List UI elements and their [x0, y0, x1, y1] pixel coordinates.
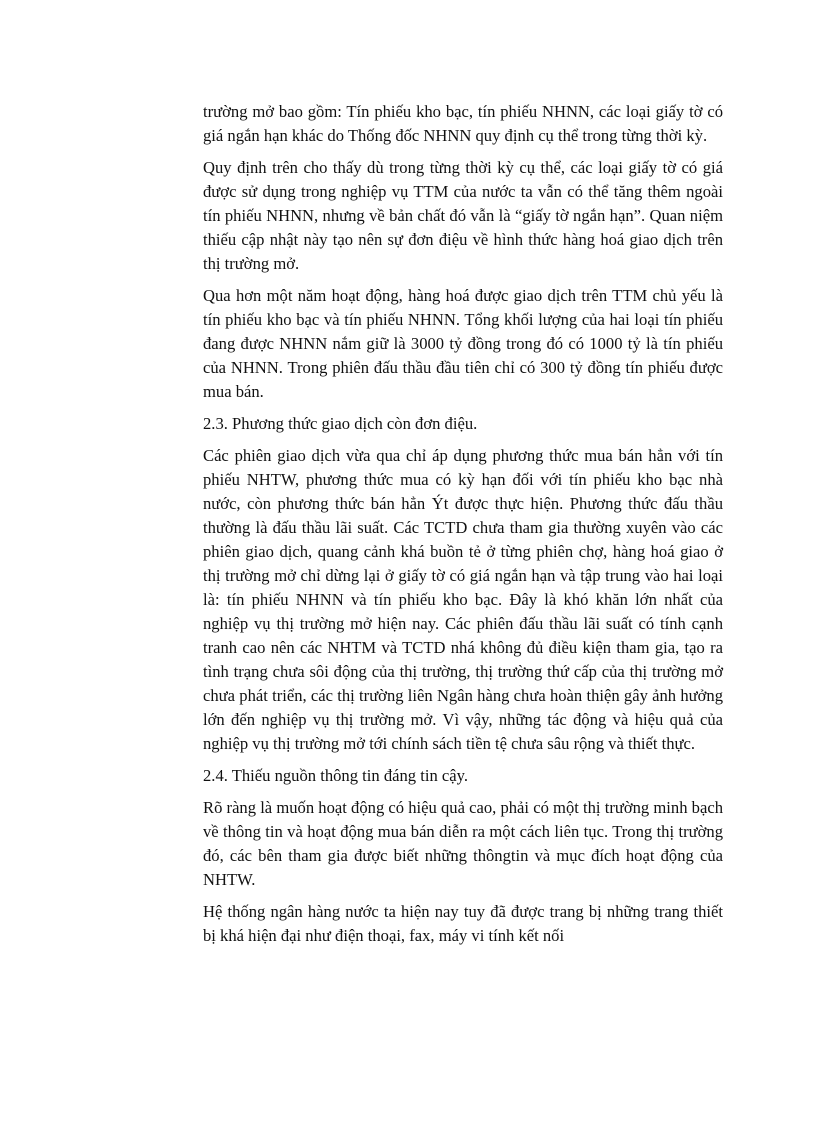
paragraph-open-market-instruments: trường mở bao gồm: Tín phiếu kho bạc, tín phiếu NHNN, các loại giấy tờ có giá ngắn hạn khác do Thống đốc NHNN quy định cụ thể trong từng thời kỳ.: [203, 102, 723, 145]
paragraph-banking-system: Hệ thống ngân hàng nước ta hiện nay tuy đã được trang bị những trang thiết bị khá hiện đại như điện thoại, fax, máy vi tính kết nối: [203, 902, 723, 945]
paragraph-regulation-note: Quy định trên cho thấy dù trong từng thời kỳ cụ thể, các loại giấy tờ có giá được sử dụng trong nghiệp vụ TTM của nước ta vẫn có thể tăng thêm ngoài tín phiếu NHNN, nhưng về bản chất đó vẫn là “giấy tờ ngắn hạn”. Quan niệm thiếu cập nhật này tạo nên sự đơn điệu về hình thức hàng hoá giao dịch trên thị trường mở.: [203, 158, 723, 273]
paragraph-trading-methods: Các phiên giao dịch vừa qua chỉ áp dụng phương thức mua bán hẳn với tín phiếu NHTW, phương thức mua có kỳ hạn đối với tín phiếu kho bạc nhà nước, còn phương thức bán hẳn Ýt được thực hiện. Phương thức đấu thầu thường là đấu thầu lãi suất. Các TCTD chưa tham gia thường xuyên vào các phiên giao dịch, quang cảnh khá buồn tẻ ở từng phiên chợ, hàng hoá giao ở thị trường mở chỉ dừng lại ở giấy tờ có giá ngắn hạn và tập trung vào hai loại là: tín phiếu NHNN và tín phiếu kho bạc. Đây là khó khăn lớn nhất của nghiệp vụ thị trường mở hiện nay. Các phiên đấu thầu lãi suất có tính cạnh tranh cao nên các NHTM và TCTD nhá không đủ điều kiện tham gia, tạo ra tình trạng chưa sôi động của thị trường, thị trường thứ cấp của thị trường mở chưa phát triển, các thị trường liên Ngân hàng chưa hoàn thiện gây ảnh hưởng lớn đến nghiệp vụ thị trường mở. Vì vậy, những tác động và hiệu quả của nghiệp vụ thị trường mở tới chính sách tiền tệ chưa sâu rộng và thiết thực.: [203, 446, 723, 753]
paragraph-trading-volume: Qua hơn một năm hoạt động, hàng hoá được giao dịch trên TTM chủ yếu là tín phiếu kho bạc và tín phiếu NHNN. Tổng khối lượng của hai loại tín phiếu đang được NHNN nắm giữ là 3000 tỷ đồng trong đó có 1000 tỷ là tín phiếu của NHNN. Trong phiên đấu thầu đầu tiên chỉ có 300 tỷ đồng tín phiếu được mua bán.: [203, 286, 723, 401]
section-heading-2-4: 2.4. Thiếu nguồn thông tin đáng tin cậy.: [203, 766, 469, 785]
paragraph-information-transparency: Rõ ràng là muốn hoạt động có hiệu quả cao, phải có một thị trường minh bạch về thông tin và hoạt động mua bán diễn ra một cách liên tục. Trong thị trường đó, các bên tham gia được biết những thôngtin và mục đích hoạt động của NHTW.: [203, 798, 723, 889]
section-heading-2-3: 2.3. Phương thức giao dịch còn đơn điệu.: [203, 414, 478, 433]
document-page: [203, 100, 723, 956]
